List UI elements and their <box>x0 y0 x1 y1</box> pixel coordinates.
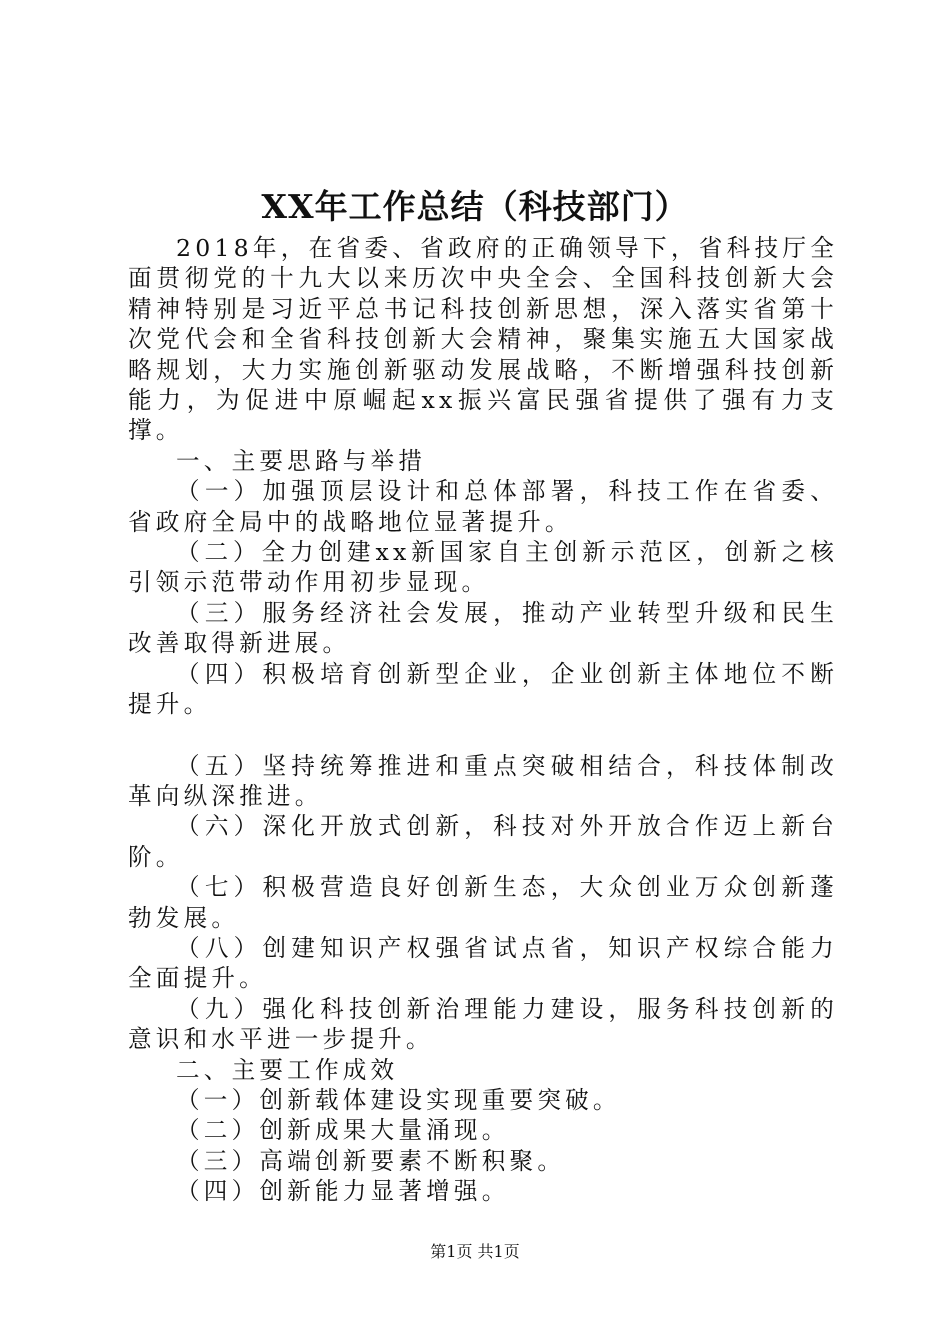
section-1-item-7: （七）积极营造良好创新生态，大众创业万众创新蓬勃发展。 <box>128 873 838 932</box>
section-heading-2: 二、主要工作成效 <box>176 1055 399 1084</box>
section-heading-1: 一、主要思路与举措 <box>176 446 427 475</box>
section-2-item-4: （四）创新能力显著增强。 <box>176 1177 510 1206</box>
document-title: XX年工作总结（科技部门） <box>261 187 689 226</box>
section-1-item-5: （五）坚持统筹推进和重点突破相结合，科技体制改革向纵深推进。 <box>128 751 838 810</box>
section-1-item-3: （三）服务经济社会发展，推动产业转型升级和民生改善取得新进展。 <box>128 598 838 658</box>
section-1-item-9: （九）强化科技创新治理能力建设，服务科技创新的意识和水平进一步提升。 <box>128 994 838 1054</box>
section-1-item-8: （八）创建知识产权强省试点省，知识产权综合能力全面提升。 <box>128 933 838 993</box>
section-2-item-1: （一）创新载体建设实现重要突破。 <box>176 1085 621 1114</box>
section-1-item-1: （一）加强顶层设计和总体部署，科技工作在省委、省政府全局中的战略地位显著提升。 <box>128 477 838 536</box>
section-1-item-2: （二）全力创建xx新国家自主创新示范区，创新之核引领示范带动作用初步显现。 <box>128 538 838 597</box>
page-number-footer: 第1页 共1页 <box>430 1242 520 1261</box>
section-2-item-3: （三）高端创新要素不断积聚。 <box>176 1146 566 1175</box>
section-2-item-2: （二）创新成果大量涌现。 <box>176 1116 510 1145</box>
section-1-item-4: （四）积极培育创新型企业，企业创新主体地位不断提升。 <box>128 659 838 719</box>
intro-paragraph: 2018年，在省委、省政府的正确领导下，省科技厅全面贯彻党的十九大以来历次中央全会、全国科技创新大会精神特别是习近平总书记科技创新思想，深入落实省第十次党代会和全省科技创新大会精神，聚集实施五大国家战略规划，大力实施创新驱动发展战略，不断增强科技创新能力，为促进中原崛起xx振兴富民强省提供了强有力支撑。 <box>128 234 838 445</box>
document-body <box>128 233 838 1207</box>
section-1-item-6: （六）深化开放式创新，科技对外开放合作迈上新台阶。 <box>128 812 838 871</box>
